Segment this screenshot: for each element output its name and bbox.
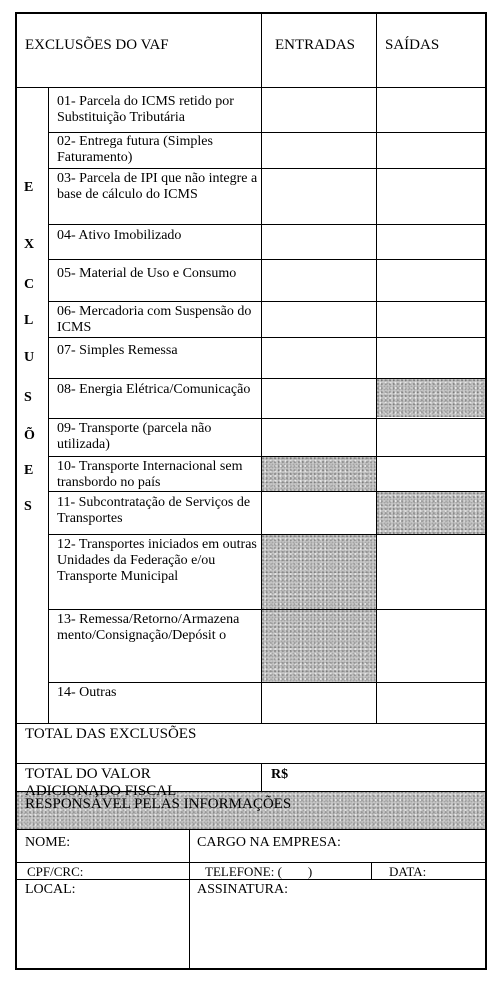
total-valor-label: TOTAL DO VALOR ADICIONADO FISCAL — [25, 766, 177, 799]
cargo-label: CARGO NA EMPRESA: — [197, 835, 341, 850]
row-line — [48, 609, 485, 610]
exclusion-item-label: 10- Transporte Internacional sem transbordo no país — [57, 459, 243, 490]
row-line — [48, 132, 485, 133]
row-line — [48, 418, 485, 419]
row-line — [48, 259, 485, 260]
row-line — [48, 456, 485, 457]
total-exclusoes-label: TOTAL DAS EXCLUSÕES — [25, 726, 197, 742]
exclusion-item-label: 02- Entrega futura (Simples Faturamento) — [57, 134, 213, 165]
divider-rs — [261, 764, 262, 792]
row-line — [48, 337, 485, 338]
divider-letters — [48, 88, 49, 724]
shaded-cell-08-saidas — [377, 379, 485, 417]
exclusion-item-label: 05- Material de Uso e Consumo — [57, 266, 237, 281]
exclusion-item-label: 04- Ativo Imobilizado — [57, 228, 182, 243]
side-letter: S — [24, 390, 32, 405]
side-letter: L — [24, 313, 34, 328]
exclusion-item-label: 03- Parcela de IPI que não integre a base de cálculo do ICMS — [57, 171, 258, 202]
exclusion-item-label: 13- Remessa/Retorno/Armazena mento/Consignação/Depósit o — [57, 612, 240, 643]
exclusion-item-label: 09- Transporte (parcela não utilizada) — [57, 421, 212, 452]
exclusion-item-label: 12- Transportes iniciados em outras Unidades da Federação e/ou Transporte Municipal — [57, 537, 257, 584]
row-line — [48, 301, 485, 302]
row-line — [48, 534, 485, 535]
header-bottom-line — [17, 87, 485, 88]
local-label: LOCAL: — [25, 882, 76, 897]
row-line — [17, 879, 485, 880]
saidas-column-header: SAÍDAS — [385, 37, 440, 53]
currency-label: R$ — [271, 767, 289, 782]
data-label: DATA: — [389, 864, 427, 879]
row-line — [48, 168, 485, 169]
exclusion-item-label: 11- Subcontratação de Serviços de Transportes — [57, 495, 251, 526]
shaded-cell-13-entradas — [262, 610, 376, 682]
exclusion-item-label: 07- Simples Remessa — [57, 343, 178, 358]
side-letter: E — [24, 463, 34, 478]
responsavel-title: RESPONSÁVEL PELAS INFORMAÇÕES — [25, 796, 292, 812]
assinatura-label: ASSINATURA: — [197, 882, 289, 897]
entradas-column-header: ENTRADAS — [275, 37, 356, 53]
row-line — [17, 723, 485, 724]
form-title: EXCLUSÕES DO VAF — [25, 37, 169, 53]
divider-saidas-left — [376, 14, 377, 724]
side-letter: U — [24, 350, 35, 365]
divider-data — [371, 863, 372, 879]
side-letter: X — [24, 237, 35, 252]
row-line — [48, 682, 485, 683]
vaf-exclusions-form — [15, 12, 487, 970]
exclusion-item-label: 01- Parcela do ICMS retido por Substituição Tributária — [57, 94, 234, 125]
shaded-cell-11-saidas — [377, 492, 485, 534]
telefone-label: TELEFONE: ( ) — [205, 864, 313, 879]
side-letter: E — [24, 180, 34, 195]
row-line — [48, 491, 485, 492]
row-line — [17, 763, 485, 764]
row-line — [17, 829, 485, 830]
row-line — [48, 378, 485, 379]
divider-responsavel — [189, 829, 190, 970]
exclusion-item-label: 06- Mercadoria com Suspensão do ICMS — [57, 304, 252, 335]
cpf-label: CPF/CRC: — [27, 864, 84, 879]
side-letter: S — [24, 499, 32, 514]
exclusion-item-label: 08- Energia Elétrica/Comunicação — [57, 382, 251, 397]
shaded-cell-12-entradas — [262, 535, 376, 609]
row-line — [48, 224, 485, 225]
shaded-cell-10-entradas — [262, 457, 376, 491]
row-line — [17, 862, 485, 863]
side-letter: Õ — [24, 428, 35, 443]
side-letter: C — [24, 277, 35, 292]
exclusion-item-label: 14- Outras — [57, 685, 117, 700]
nome-label: NOME: — [25, 835, 71, 850]
